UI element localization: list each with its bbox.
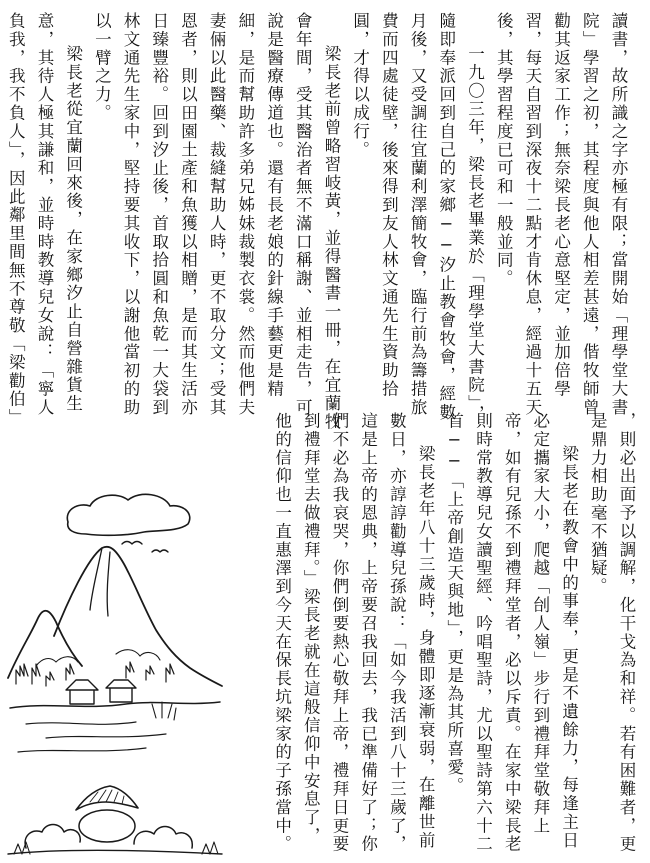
paragraph: 一九〇三年，梁長老畢業於「理學堂大書院」，隨即奉派回到自己的家鄉──汐止教會牧會，經數月後，又受調往宜蘭利澤簡牧會，臨行前為籌措旅費而四處徒壁，後來得到友人林文通先生資助拾圓，才得以成行。: [350, 12, 485, 424]
mountain-sketch: [54, 547, 222, 686]
ground-base-sketch: [8, 850, 222, 854]
bottom-text-section: [220, 412, 640, 862]
foreground-bush-sketch: [25, 825, 192, 849]
paragraph: ，則必出面予以調解，化干戈為和祥。若有困難者，更是鼎力相助毫不猶疑。: [588, 412, 636, 854]
paragraph: 讀書，故所識之字亦極有限；當開始「理學堂大書院」學習之初，其程度與他人相差甚遠，偕牧師曾勸其返家工作；無奈梁長老心意堅定，並加倍學習，每天自習到深夜十二點才肯休息，經過十五天後，其學習程度已可和一般並同。: [494, 12, 628, 417]
paragraph: 梁長老從宜蘭回來後，在家鄉汐止自營雜貨生意，其待人極其謙和，並時時教導兒女說：「寧人負我，我不負人」，因此鄰里間無不尊敬「梁勸伯」: [6, 12, 83, 427]
cloud-sketch: [67, 494, 189, 535]
mountain-sketch: [8, 611, 82, 678]
hut-roof-sketch: [76, 786, 138, 810]
top-text-section: [0, 12, 632, 432]
ground-line-sketch: [10, 702, 220, 708]
tree-line-sketch: [16, 662, 174, 686]
bird-sketch: [152, 550, 168, 552]
water-line-sketch: [18, 722, 166, 752]
paragraph: 梁長老前曾略習岐黃，並得醫書一冊，在宜蘭牧會年間，受其醫治者無不滿口稱謝、並相走告，可說是醫療傳道也。還有長老娘的針線手藝更是精細，是而幫助許多弟兄姊妹裁製衣裳。然而他們夫妻倆以此醫藥、裁縫幫助人時，更不取分文；受其恩者，則以田園土產和魚獲以相贈，是而其生活亦日臻豐裕。回到汐止後，首取拾圓和魚乾一大袋到林文通先生家中，堅持要其收下，以謝他當初的助以一臂之力。: [92, 12, 341, 432]
bird-sketch: [122, 542, 142, 545]
hill-shading-sketch: [36, 650, 160, 666]
village-house-sketch: [66, 680, 136, 704]
paragraph: 梁長老年八十三歲時，身體即逐漸衰弱，在離世前數日，亦諄諄勸導兒孫說：「如今我活到八十三歲了，這是上帝的恩典，上帝要召我回去，我已準備好了；你們不必為我哀哭，你們倒要熱心敬拜上帝，禮拜日更要到禮拜堂去做禮拜。」梁長老就在這般信仰中安息了，他的信仰也一直惠澤到今天在保長坑梁家的子孫當中。: [272, 412, 436, 854]
paragraph: 梁長老在教會中的事奉，更是不遺餘力，每逢主日必定攜家大小，爬越「刣人嶺」步行到禮拜堂敬拜上帝，如有兒孫不到禮拜堂者，必以斥責。在家中梁長老則時常教導兒女讀聖經、吟唱聖詩，尤以聖詩第六十二首──「上帝創造天與地」，更是為其所喜愛。: [444, 412, 579, 854]
hut-body-sketch: [79, 810, 135, 842]
landscape-sketch-illustration: [6, 440, 224, 858]
reed-sketch: [152, 702, 176, 720]
